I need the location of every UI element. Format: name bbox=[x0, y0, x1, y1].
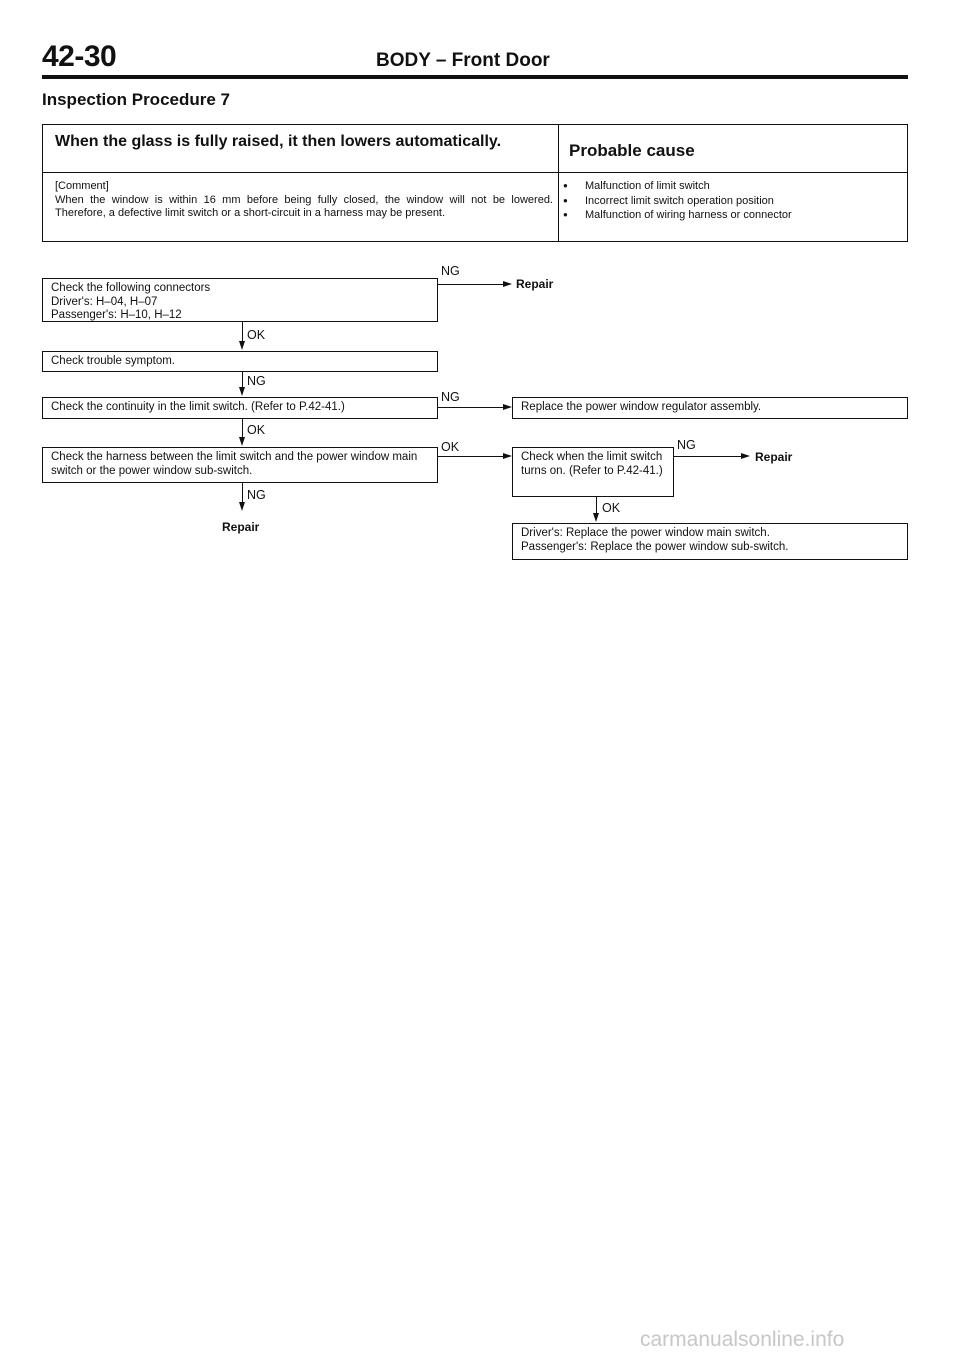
step-text: Check when the limit switch turns on. (Refer to P.42-41.) bbox=[521, 451, 663, 477]
step-text: Check trouble symptom. bbox=[51, 355, 175, 367]
arrow-right bbox=[741, 453, 750, 459]
watermark: carmanualsonline.info bbox=[640, 1328, 845, 1351]
ng-label: NG bbox=[677, 438, 696, 452]
repair-label: Repair bbox=[516, 277, 554, 291]
connector-line bbox=[674, 456, 744, 457]
step-text: Check the continuity in the limit switch. (Refer to P.42-41.) bbox=[51, 401, 345, 413]
symptom-table bbox=[42, 124, 908, 242]
arrow-down bbox=[239, 341, 245, 350]
connector-line bbox=[438, 456, 504, 457]
arrow-down bbox=[239, 437, 245, 446]
step-check-connectors bbox=[42, 278, 438, 322]
header-rule bbox=[42, 75, 908, 79]
ng-label: NG bbox=[441, 390, 460, 404]
procedure-title: Inspection Procedure 7 bbox=[42, 90, 230, 109]
step-text: Check the harness between the limit switch and the power window main switch or the power window sub-switch. bbox=[51, 451, 418, 477]
connector-line bbox=[242, 483, 243, 504]
step-replace-switch bbox=[512, 523, 908, 560]
ok-label: OK bbox=[247, 423, 266, 437]
ng-label: NG bbox=[247, 374, 266, 388]
arrow-right bbox=[503, 453, 512, 459]
table-divider-horizontal bbox=[43, 172, 907, 173]
arrow-right bbox=[503, 281, 512, 287]
step-check-limit-switch bbox=[42, 397, 438, 419]
step-text: Passenger's: H–10, H–12 bbox=[51, 309, 182, 321]
step-replace-regulator bbox=[512, 397, 908, 419]
cause-item: ● Malfunction of limit switch bbox=[563, 179, 903, 194]
cause-item: ● Incorrect limit switch operation position bbox=[563, 194, 903, 209]
step-text: Passenger's: Replace the power window sub-switch. bbox=[521, 540, 789, 553]
repair-label: Repair bbox=[755, 450, 793, 464]
probable-cause-heading: Probable cause bbox=[569, 141, 695, 160]
connector-line bbox=[438, 284, 506, 285]
connector-line bbox=[438, 407, 504, 408]
connector-line bbox=[242, 322, 243, 343]
connector-line bbox=[242, 419, 243, 439]
ok-label: OK bbox=[441, 440, 460, 454]
page-title: BODY – Front Door bbox=[376, 50, 550, 71]
step-check-harness bbox=[42, 447, 438, 483]
ok-label: OK bbox=[602, 501, 621, 515]
comment-label: [Comment] bbox=[55, 180, 109, 192]
ng-label: NG bbox=[247, 488, 266, 502]
arrow-right bbox=[503, 404, 512, 410]
page-number: 42-30 bbox=[42, 40, 117, 73]
repair-label: Repair bbox=[222, 520, 260, 534]
step-check-symptom bbox=[42, 351, 438, 372]
arrow-down bbox=[239, 387, 245, 396]
comment-text: When the window is within 16 mm before being fully closed, the window will not be lowered. Therefore, a defective limit switch or a short-circuit in a harness may be present. bbox=[55, 193, 553, 219]
step-text: Check the following connectors bbox=[51, 282, 211, 294]
step-check-limit-switch-on bbox=[512, 447, 674, 497]
step-text: Driver's: Replace the power window main switch. bbox=[521, 527, 770, 539]
step-text: Replace the power window regulator assembly. bbox=[521, 401, 762, 413]
symptom-heading: When the glass is fully raised, it then lowers automatically. bbox=[55, 133, 502, 150]
cause-item: ● Malfunction of wiring harness or connector bbox=[563, 208, 903, 223]
step-text: Driver's: H–04, H–07 bbox=[51, 295, 158, 308]
ok-label: OK bbox=[247, 328, 266, 342]
comment-block bbox=[55, 180, 553, 221]
cause-list bbox=[563, 179, 903, 223]
arrow-down bbox=[593, 513, 599, 522]
arrow-down bbox=[239, 502, 245, 511]
ng-label: NG bbox=[441, 264, 460, 278]
table-divider-vertical bbox=[558, 125, 559, 241]
